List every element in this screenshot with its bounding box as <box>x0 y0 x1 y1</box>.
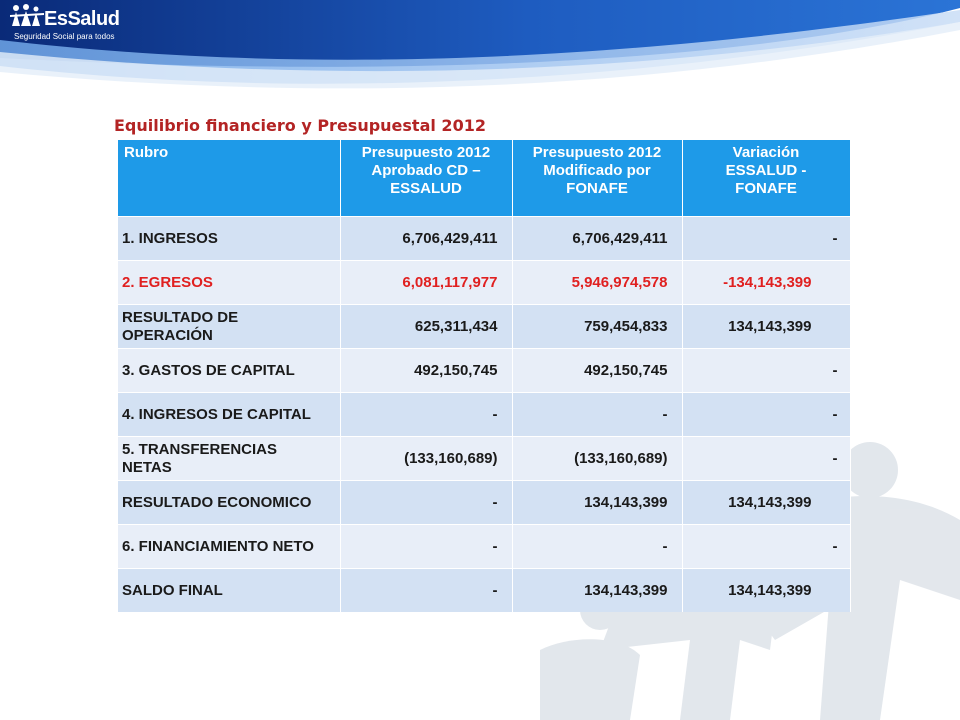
table-title: Equilibrio financiero y Presupuestal 2012 <box>114 116 486 135</box>
cell-variacion: - <box>682 437 850 481</box>
table-row <box>118 481 850 525</box>
logo-tagline: Seguridad Social para todos <box>14 32 115 41</box>
essalud-logo <box>6 4 156 44</box>
cell-aprobado: - <box>340 393 512 437</box>
people-logo-icon <box>10 4 44 30</box>
cell-modificado: (133,160,689) <box>512 437 682 481</box>
cell-variacion: - <box>682 525 850 569</box>
header-line: FONAFE <box>735 180 797 197</box>
table-row <box>118 217 850 261</box>
cell-modificado: 5,946,974,578 <box>512 261 682 305</box>
cell-variacion: -134,143,399 <box>682 261 850 305</box>
row-label: 3. GASTOS DE CAPITAL <box>118 349 340 393</box>
cell-aprobado: (133,160,689) <box>340 437 512 481</box>
table-row <box>118 349 850 393</box>
row-label: 2. EGRESOS <box>118 261 340 305</box>
header-line: Modificado por <box>543 162 651 179</box>
row-label-line: RESULTADO DE <box>122 308 239 326</box>
cell-aprobado: 6,081,117,977 <box>340 261 512 305</box>
header-variacion <box>682 140 850 217</box>
table-row <box>118 305 850 349</box>
header-line: Aprobado CD – <box>371 162 481 179</box>
cell-variacion: - <box>682 217 850 261</box>
cell-aprobado: 625,311,434 <box>340 305 512 349</box>
header-line: Presupuesto 2012 <box>361 144 491 161</box>
logo-brand: EsSalud <box>44 8 120 30</box>
header-aprobado <box>340 140 512 217</box>
row-label: 1. INGRESOS <box>118 217 340 261</box>
header-line: ESSALUD - <box>725 162 807 179</box>
header-rubro-line: Rubro <box>124 144 169 161</box>
cell-aprobado: - <box>340 481 512 525</box>
cell-aprobado: 6,706,429,411 <box>340 217 512 261</box>
table-row <box>118 261 850 305</box>
row-label: 6. FINANCIAMIENTO NETO <box>118 525 340 569</box>
row-label: RESULTADO ECONOMICO <box>118 481 340 525</box>
header-rubro <box>118 140 340 217</box>
header-line: ESSALUD <box>390 180 462 197</box>
table-header-row <box>118 140 850 217</box>
table-row <box>118 393 850 437</box>
header-line: FONAFE <box>566 180 628 197</box>
table-row <box>118 437 850 481</box>
cell-aprobado: 492,150,745 <box>340 349 512 393</box>
cell-variacion: 134,143,399 <box>682 481 850 525</box>
row-label: SALDO FINAL <box>118 569 340 613</box>
table-row <box>118 525 850 569</box>
row-label-line: OPERACIÓN <box>122 326 213 344</box>
cell-variacion: - <box>682 393 850 437</box>
cell-variacion: 134,143,399 <box>682 305 850 349</box>
cell-modificado: 134,143,399 <box>512 569 682 613</box>
header-modificado <box>512 140 682 217</box>
header-line: Variación <box>732 144 800 161</box>
cell-modificado: - <box>512 393 682 437</box>
budget-table <box>118 140 851 612</box>
cell-modificado: 759,454,833 <box>512 305 682 349</box>
cell-aprobado: - <box>340 569 512 613</box>
cell-modificado: - <box>512 525 682 569</box>
header-line: Presupuesto 2012 <box>532 144 662 161</box>
row-label: 4. INGRESOS DE CAPITAL <box>118 393 340 437</box>
row-label-line: 5. TRANSFERENCIAS <box>122 440 278 458</box>
row-label <box>118 305 340 349</box>
row-label-line: NETAS <box>122 458 172 476</box>
table-row <box>118 569 850 613</box>
cell-modificado: 134,143,399 <box>512 481 682 525</box>
row-label <box>118 437 340 481</box>
cell-modificado: 6,706,429,411 <box>512 217 682 261</box>
cell-aprobado: - <box>340 525 512 569</box>
cell-variacion: 134,143,399 <box>682 569 850 613</box>
cell-variacion: - <box>682 349 850 393</box>
cell-modificado: 492,150,745 <box>512 349 682 393</box>
